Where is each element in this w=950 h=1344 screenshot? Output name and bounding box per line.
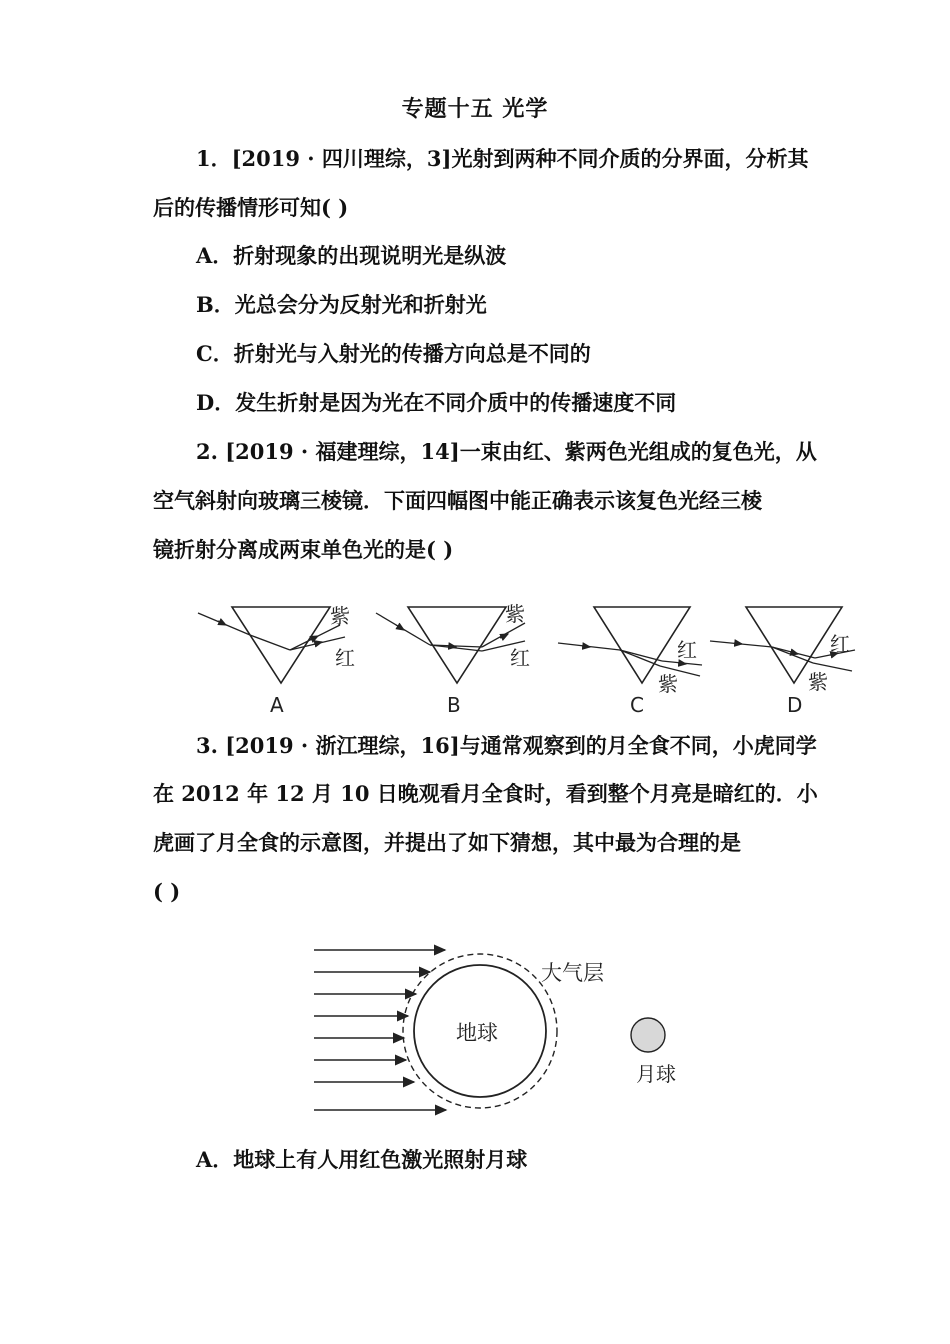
prism-panel-b — [376, 602, 530, 717]
q3-stem-line4: ( ) — [153, 879, 181, 904]
q2-stem-line3: 镜折射分离成两束单色光的是( ) — [153, 537, 454, 562]
q3-stem-line1: 3. [2019 · 浙江理综，16]与通常观察到的月全食不同，小虎同学 — [196, 733, 817, 758]
panel-b-top-label: 紫 — [505, 602, 525, 626]
q3-stem-line2: 在 2012 年 12 月 10 日晚观看月全食时，看到整个月亮是暗红的．小 — [153, 781, 818, 806]
panel-a-bottom-label: 红 — [335, 646, 355, 670]
q1-option-d: D．发生折射是因为光在不同介质中的传播速度不同 — [196, 390, 677, 415]
panel-c-bottom-label: 紫 — [658, 672, 678, 696]
panel-b-bottom-label: 红 — [510, 646, 530, 670]
prism-panel-c — [558, 607, 702, 717]
q1-stem-line1: 1．[2019 · 四川理综，3]光射到两种不同介质的分界面，分析其 — [196, 146, 809, 171]
panel-b-letter: B — [447, 693, 461, 717]
panel-d-letter: D — [787, 693, 803, 717]
q3-option-a: A．地球上有人用红色激光照射月球 — [196, 1147, 528, 1172]
panel-c-top-label: 红 — [677, 638, 697, 662]
panel-d-top-label: 红 — [830, 632, 850, 656]
panel-d-bottom-label: 紫 — [808, 670, 828, 694]
eclipse-figure — [300, 940, 700, 1125]
atmosphere-label: 大气层 — [541, 961, 604, 985]
prism-figure — [190, 595, 870, 720]
q3-stem-line3: 虎画了月全食的示意图，并提出了如下猜想，其中最为合理的是 — [153, 830, 741, 855]
q1-stem-line2: 后的传播情形可知( ) — [153, 195, 349, 220]
prism-panel-a — [198, 604, 355, 717]
q1-option-a: A．折射现象的出现说明光是纵波 — [196, 243, 507, 268]
moon-label: 月球 — [636, 1062, 676, 1086]
earth-label: 地球 — [456, 1021, 498, 1045]
q2-stem-line2: 空气斜射向玻璃三棱镜．下面四幅图中能正确表示该复色光经三棱 — [153, 488, 762, 513]
q1-option-c: C．折射光与入射光的传播方向总是不同的 — [196, 341, 591, 366]
prism-panel-d — [710, 607, 855, 717]
q2-stem-line1: 2. [2019 · 福建理综，14]一束由红、紫两色光组成的复色光，从 — [196, 439, 817, 464]
prism-a — [232, 607, 330, 683]
moon-circle — [631, 1018, 665, 1052]
page-title: 专题十五 光学 — [401, 96, 549, 122]
q1-option-b: B．光总会分为反射光和折射光 — [196, 292, 487, 317]
panel-a-letter: A — [270, 693, 284, 717]
panel-a-top-label: 紫 — [330, 604, 350, 628]
prism-b — [408, 607, 506, 683]
panel-c-letter: C — [630, 693, 644, 717]
